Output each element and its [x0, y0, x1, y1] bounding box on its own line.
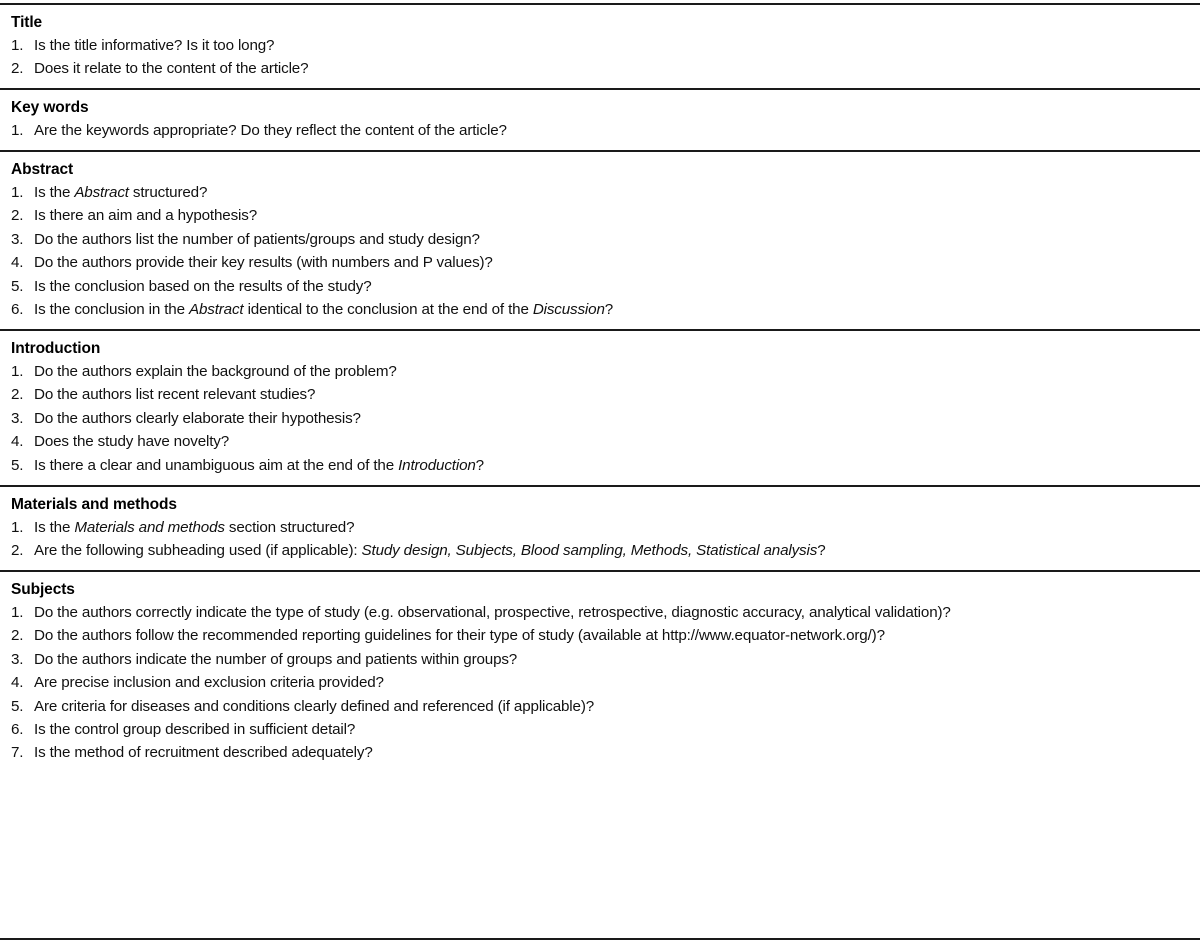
checklist-item: [0, 718, 1200, 741]
item-text: Is the control group described in sufficient detail?: [34, 720, 356, 738]
checklist-item: [0, 299, 1200, 322]
item-text: Is the Abstract structured?: [34, 183, 208, 201]
item-text: Is the conclusion based on the results of the study?: [34, 277, 372, 295]
checklist-item: [0, 695, 1200, 718]
checklist-items-key-words: [0, 120, 1200, 150]
item-number: 1.: [11, 36, 24, 54]
item-number: 6.: [11, 301, 24, 319]
checklist-item: [0, 205, 1200, 228]
item-number: 5.: [11, 277, 24, 295]
item-text: Are criteria for diseases and conditions clearly defined and referenced (if applicable)?: [34, 697, 595, 715]
item-number: 1.: [11, 362, 24, 380]
checklist-item: [0, 58, 1200, 81]
section-heading-materials-and-methods: Materials and methods: [11, 495, 177, 513]
checklist-item: [0, 228, 1200, 251]
item-number: 4.: [11, 433, 24, 451]
item-text: Are the following subheading used (if applicable): Study design, Subjects, Blood sampling, Methods, Statistical analysis?: [34, 541, 826, 559]
checklist-items-abstract: [0, 181, 1200, 329]
item-number: 4.: [11, 674, 24, 692]
checklist-item: [0, 672, 1200, 695]
item-text: Do the authors list the number of patients/groups and study design?: [34, 230, 480, 248]
item-text: Do the authors clearly elaborate their hypothesis?: [34, 409, 361, 427]
item-text: Is the title informative? Is it too long?: [34, 36, 275, 54]
section-introduction: [0, 329, 1200, 485]
item-text: Is there an aim and a hypothesis?: [34, 207, 258, 225]
item-text: Is the method of recruitment described adequately?: [34, 744, 373, 762]
checklist-item: [0, 625, 1200, 648]
item-number: 5.: [11, 697, 24, 715]
item-number: 2.: [11, 627, 24, 645]
checklist-item: [0, 454, 1200, 477]
item-number: 1.: [11, 183, 24, 201]
checklist-item: [0, 34, 1200, 57]
item-text: Do the authors explain the background of the problem?: [34, 362, 397, 380]
item-number: 2.: [11, 60, 24, 78]
checklist-item: [0, 120, 1200, 143]
item-number: 3.: [11, 650, 24, 668]
item-text: Are precise inclusion and exclusion criteria provided?: [34, 674, 384, 692]
sections-container: [0, 5, 1200, 772]
document-bottom-rule: [0, 938, 1200, 940]
item-text: Do the authors follow the recommended reporting guidelines for their type of study (available at http://www.equator-network.org/)?: [34, 627, 885, 645]
checklist-item: [0, 601, 1200, 624]
item-number: 2.: [11, 207, 24, 225]
item-number: 4.: [11, 254, 24, 272]
checklist-item: [0, 431, 1200, 454]
item-number: 1.: [11, 122, 24, 140]
checklist-item: [0, 252, 1200, 275]
item-text: Do the authors correctly indicate the type of study (e.g. observational, prospective, retrospective, diagnostic accuracy, analytical validation)?: [34, 603, 951, 621]
item-text: Is there a clear and unambiguous aim at the end of the Introduction?: [34, 456, 484, 474]
section-heading-introduction: Introduction: [11, 340, 101, 358]
section-heading-title: Title: [11, 14, 43, 31]
item-text: Does the study have novelty?: [34, 433, 230, 451]
item-number: 1.: [11, 518, 24, 536]
checklist-items-subjects: [0, 601, 1200, 772]
checklist-item: [0, 181, 1200, 204]
checklist-item: [0, 384, 1200, 407]
checklist-item: [0, 742, 1200, 765]
checklist-item: [0, 516, 1200, 539]
item-text: Does it relate to the content of the article?: [34, 60, 309, 78]
item-number: 6.: [11, 720, 24, 738]
item-text: Do the authors provide their key results (with numbers and P values)?: [34, 254, 493, 272]
section-heading-abstract: Abstract: [11, 161, 74, 179]
item-number: 2.: [11, 541, 24, 559]
checklist-item: [0, 407, 1200, 430]
section-heading-subjects: Subjects: [11, 580, 75, 598]
item-text: Is the Materials and methods section structured?: [34, 518, 355, 536]
section-heading-key-words: Key words: [11, 99, 89, 117]
checklist-items-title: [0, 34, 1200, 88]
item-number: 2.: [11, 386, 24, 404]
checklist-item: [0, 648, 1200, 671]
section-abstract: [0, 150, 1200, 329]
item-number: 5.: [11, 456, 24, 474]
checklist-item: [0, 360, 1200, 383]
section-subjects: [0, 570, 1200, 772]
item-number: 7.: [11, 744, 24, 762]
item-number: 1.: [11, 603, 24, 621]
checklist-item: [0, 539, 1200, 562]
section-title: [0, 5, 1200, 88]
item-text: Do the authors indicate the number of groups and patients within groups?: [34, 650, 518, 668]
checklist-items-materials-and-methods: [0, 516, 1200, 570]
item-text: Do the authors list recent relevant studies?: [34, 386, 316, 404]
section-materials-and-methods: [0, 485, 1200, 570]
item-text: Are the keywords appropriate? Do they reflect the content of the article?: [34, 122, 507, 140]
item-number: 3.: [11, 409, 24, 427]
section-key-words: [0, 88, 1200, 150]
checklist-item: [0, 275, 1200, 298]
checklist-items-introduction: [0, 360, 1200, 484]
item-number: 3.: [11, 230, 24, 248]
item-text: Is the conclusion in the Abstract identical to the conclusion at the end of the Discussion?: [34, 301, 614, 319]
